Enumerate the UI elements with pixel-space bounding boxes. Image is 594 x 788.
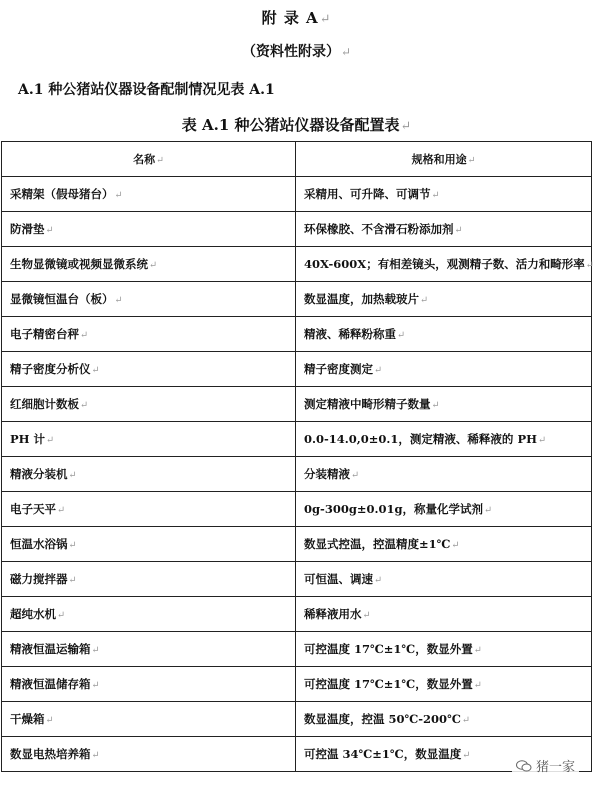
table-row (2, 422, 592, 457)
equipment-spec-cell: 精子密度测定↵ (296, 352, 592, 387)
table-row (2, 492, 592, 527)
table-row (2, 702, 592, 737)
equipment-spec-cell: 测定精液中畸形精子数量↵ (296, 387, 592, 422)
paragraph-mark: ↵ (57, 505, 66, 516)
table-row (2, 212, 592, 247)
table-row (2, 282, 592, 317)
equipment-name-cell: 磁力搅拌器↵ (2, 562, 296, 597)
equipment-spec-cell: 可控温 34℃±1℃，数显温度↵ (296, 737, 592, 772)
paragraph-mark: ↵ (484, 505, 493, 516)
paragraph-mark: ↵ (374, 575, 383, 586)
equipment-name-cell: PH 计↵ (2, 422, 296, 457)
appendix-title: 附 录 A↵ (261, 9, 332, 27)
equipment-name-cell: 精液分装机↵ (2, 457, 296, 492)
wechat-icon (516, 760, 532, 772)
table-row (2, 562, 592, 597)
equipment-spec-cell: 环保橡胶、不含滑石粉添加剂↵ (296, 212, 592, 247)
paragraph-mark: ↵ (400, 119, 412, 134)
paragraph-mark: ↵ (80, 400, 89, 411)
paragraph-mark: ↵ (537, 435, 547, 446)
appendix-subtitle: （资料性附录）↵ (242, 44, 351, 60)
paragraph-mark: ↵ (473, 680, 482, 691)
equipment-spec-cell: 采精用、可升降、可调节↵ (296, 177, 592, 212)
paragraph-mark: ↵ (420, 295, 429, 306)
table-row (2, 387, 592, 422)
table-row (2, 177, 592, 212)
equipment-name-cell: 电子天平↵ (2, 492, 296, 527)
paragraph-mark: ↵ (68, 540, 77, 551)
equipment-spec-cell: 可恒温、调速↵ (296, 562, 592, 597)
table-row (2, 632, 592, 667)
paragraph-mark: ↵ (45, 715, 54, 726)
paragraph-mark: ↵ (91, 680, 100, 691)
equipment-name-cell: 恒温水浴锅↵ (2, 527, 296, 562)
equipment-name-cell: 精液恒温储存箱↵ (2, 667, 296, 702)
paragraph-mark: ↵ (451, 540, 460, 551)
table-row (2, 247, 592, 282)
header-name: 名称↵ (2, 142, 296, 177)
paragraph-mark: ↵ (374, 365, 383, 376)
paragraph-mark: ↵ (473, 645, 482, 656)
equipment-name-cell: 电子精密台秤↵ (2, 317, 296, 352)
equipment-name-cell: 红细胞计数板↵ (2, 387, 296, 422)
equipment-name-cell: 显微镜恒温台（板）↵ (2, 282, 296, 317)
equipment-spec-cell: 可控温度 17℃±1℃，数显外置↵ (296, 632, 592, 667)
paragraph-mark: ↵ (362, 610, 371, 621)
equipment-name-cell: 防滑垫↵ (2, 212, 296, 247)
paragraph-mark: ↵ (462, 750, 471, 761)
table-row (2, 457, 592, 492)
equipment-spec-cell: 可控温度 17℃±1℃，数显外置↵ (296, 667, 592, 702)
table-row (2, 667, 592, 702)
paragraph-mark: ↵ (68, 575, 77, 586)
table-row (2, 527, 592, 562)
equipment-table (1, 141, 592, 772)
header-spec: 规格和用途↵ (296, 142, 592, 177)
paragraph-mark: ↵ (80, 330, 89, 341)
equipment-spec-cell: 分装精液↵ (296, 457, 592, 492)
equipment-spec-cell: 数显温度，控温 50℃-200℃↵ (296, 702, 592, 737)
paragraph-mark: ↵ (91, 365, 100, 376)
equipment-spec-cell: 0g-300g±0.01g，称量化学试剂↵ (296, 492, 592, 527)
paragraph-mark: ↵ (68, 470, 77, 481)
paragraph-mark: ↵ (319, 12, 332, 27)
table-caption: 表 A.1 种公猪站仪器设备配置表↵ (181, 116, 412, 134)
table-header-row (2, 142, 592, 177)
equipment-spec-cell: 0.0-14.0,0±0.1，测定精液、稀释液的 PH↵ (296, 422, 592, 457)
paragraph-mark: ↵ (461, 715, 471, 726)
paragraph-mark: ↵ (114, 295, 123, 306)
table-row (2, 737, 592, 772)
equipment-name-cell: 超纯水机↵ (2, 597, 296, 632)
table-row (2, 317, 592, 352)
table-row (2, 597, 592, 632)
equipment-spec-cell: 稀释液用水↵ (296, 597, 592, 632)
paragraph-mark: ↵ (431, 400, 440, 411)
paragraph-mark: ↵ (57, 610, 66, 621)
equipment-name-cell: 干燥箱↵ (2, 702, 296, 737)
equipment-name-cell: 精子密度分析仪↵ (2, 352, 296, 387)
paragraph-mark: ↵ (91, 750, 100, 761)
equipment-name-cell: 生物显微镜或视频显微系统↵ (2, 247, 296, 282)
paragraph-mark: ↵ (397, 330, 406, 341)
paragraph-mark: ↵ (46, 435, 55, 446)
paragraph-mark: ↵ (585, 260, 594, 271)
paragraph-mark: ↵ (431, 190, 440, 201)
equipment-name-cell: 数显电热培养箱↵ (2, 737, 296, 772)
paragraph-mark: ↵ (114, 190, 123, 201)
section-heading: A.1 种公猪站仪器设备配制情况见表 A.1 (18, 82, 275, 98)
watermark: 猪一家 (512, 755, 579, 776)
equipment-name-cell: 精液恒温运输箱↵ (2, 632, 296, 667)
equipment-spec-cell: 数显温度，加热载玻片↵ (296, 282, 592, 317)
equipment-name-cell: 采精架（假母猪台）↵ (2, 177, 296, 212)
paragraph-mark: ↵ (351, 470, 360, 481)
paragraph-mark: ↵ (149, 260, 158, 271)
paragraph-mark: ↵ (454, 225, 463, 236)
table-row (2, 352, 592, 387)
paragraph-mark: ↵ (341, 45, 351, 59)
equipment-spec-cell: 精液、稀释粉称重↵ (296, 317, 592, 352)
equipment-spec-cell: 40X-600X；有相差镜头，观测精子数、活力和畸形率↵ (296, 247, 592, 282)
paragraph-mark: ↵ (45, 225, 54, 236)
equipment-spec-cell: 数显式控温，控温精度±1℃↵ (296, 527, 592, 562)
paragraph-mark: ↵ (91, 645, 100, 656)
